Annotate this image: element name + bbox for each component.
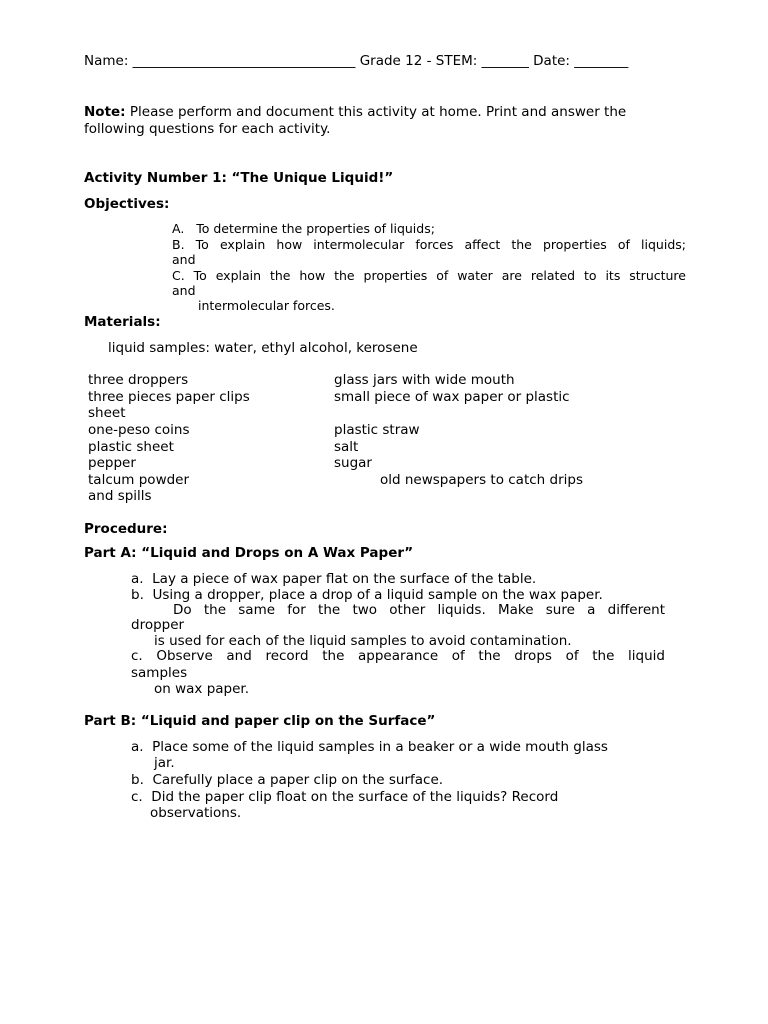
material-left-6: pepper — [88, 455, 136, 471]
material-left-3: sheet — [88, 405, 126, 421]
note-text-2: following questions for each activity. — [84, 121, 331, 137]
material-left-1: three droppers — [88, 372, 189, 388]
material-right-4: salt — [334, 439, 359, 455]
objective-a: A. To determine the properties of liquids; — [172, 221, 435, 236]
objective-b-line-1: B. To explain how intermolecular forces affect the properties of liquids; — [172, 237, 686, 252]
materials-heading: Materials: — [84, 314, 161, 330]
part-b-step-a-line-2: jar. — [154, 755, 175, 771]
part-a-step-b-line-3: dropper — [131, 617, 185, 633]
part-b-step-c-line-1: c. Did the paper clip float on the surface of the liquids? Record — [131, 789, 559, 805]
objective-b-line-2: and — [172, 252, 196, 267]
part-b-step-a-line-1: a. Place some of the liquid samples in a beaker or a wide mouth glass — [131, 739, 608, 755]
material-left-8: and spills — [88, 488, 152, 504]
material-right-1: glass jars with wide mouth — [334, 372, 515, 388]
part-b-step-c-line-2: observations. — [150, 805, 242, 821]
note-text-1: Please perform and document this activity at home. Print and answer the — [125, 104, 627, 120]
material-left-5: plastic sheet — [88, 439, 174, 455]
material-left-7: talcum powder — [88, 472, 190, 488]
material-right-3: plastic straw — [334, 422, 420, 438]
part-a-step-c-line-2: samples — [131, 665, 188, 681]
part-a-step-a: a. Lay a piece of wax paper flat on the surface of the table. — [131, 571, 537, 587]
part-a-step-b-line-1: b. Using a dropper, place a drop of a liquid sample on the wax paper. — [131, 587, 603, 603]
material-right-6: old newspapers to catch drips — [380, 472, 583, 488]
procedure-heading: Procedure: — [84, 521, 168, 537]
part-a-step-b-line-2: Do the same for the two other liquids. Make sure a different — [173, 602, 665, 618]
objective-c-line-1: C. To explain the how the properties of water are related to its structure — [172, 268, 686, 283]
material-right-5: sugar — [334, 455, 372, 471]
activity-title: Activity Number 1: “The Unique Liquid!” — [84, 170, 394, 186]
part-b-title: Part B: “Liquid and paper clip on the Surface” — [84, 713, 436, 729]
material-right-2: small piece of wax paper or plastic — [334, 389, 570, 405]
note-line-1 — [84, 104, 626, 120]
objective-c-line-3: intermolecular forces. — [198, 298, 335, 313]
material-left-4: one-peso coins — [88, 422, 190, 438]
part-a-step-c-line-3: on wax paper. — [154, 681, 250, 697]
part-b-step-b: b. Carefully place a paper clip on the surface. — [131, 772, 444, 788]
materials-intro: liquid samples: water, ethyl alcohol, kerosene — [108, 340, 418, 356]
header-line: Name: _________________________________ Grade 12 - STEM: _______ Date: ________ — [84, 53, 629, 69]
note-label: Note: — [84, 104, 126, 120]
part-a-title: Part A: “Liquid and Drops on A Wax Paper” — [84, 545, 414, 561]
material-left-2: three pieces paper clips — [88, 389, 250, 405]
objective-c-line-2: and — [172, 283, 196, 298]
objectives-heading: Objectives: — [84, 196, 170, 212]
part-a-step-b-line-4: is used for each of the liquid samples to avoid contamination. — [154, 633, 572, 649]
part-a-step-c-line-1: c. Observe and record the appearance of the drops of the liquid — [131, 648, 665, 664]
